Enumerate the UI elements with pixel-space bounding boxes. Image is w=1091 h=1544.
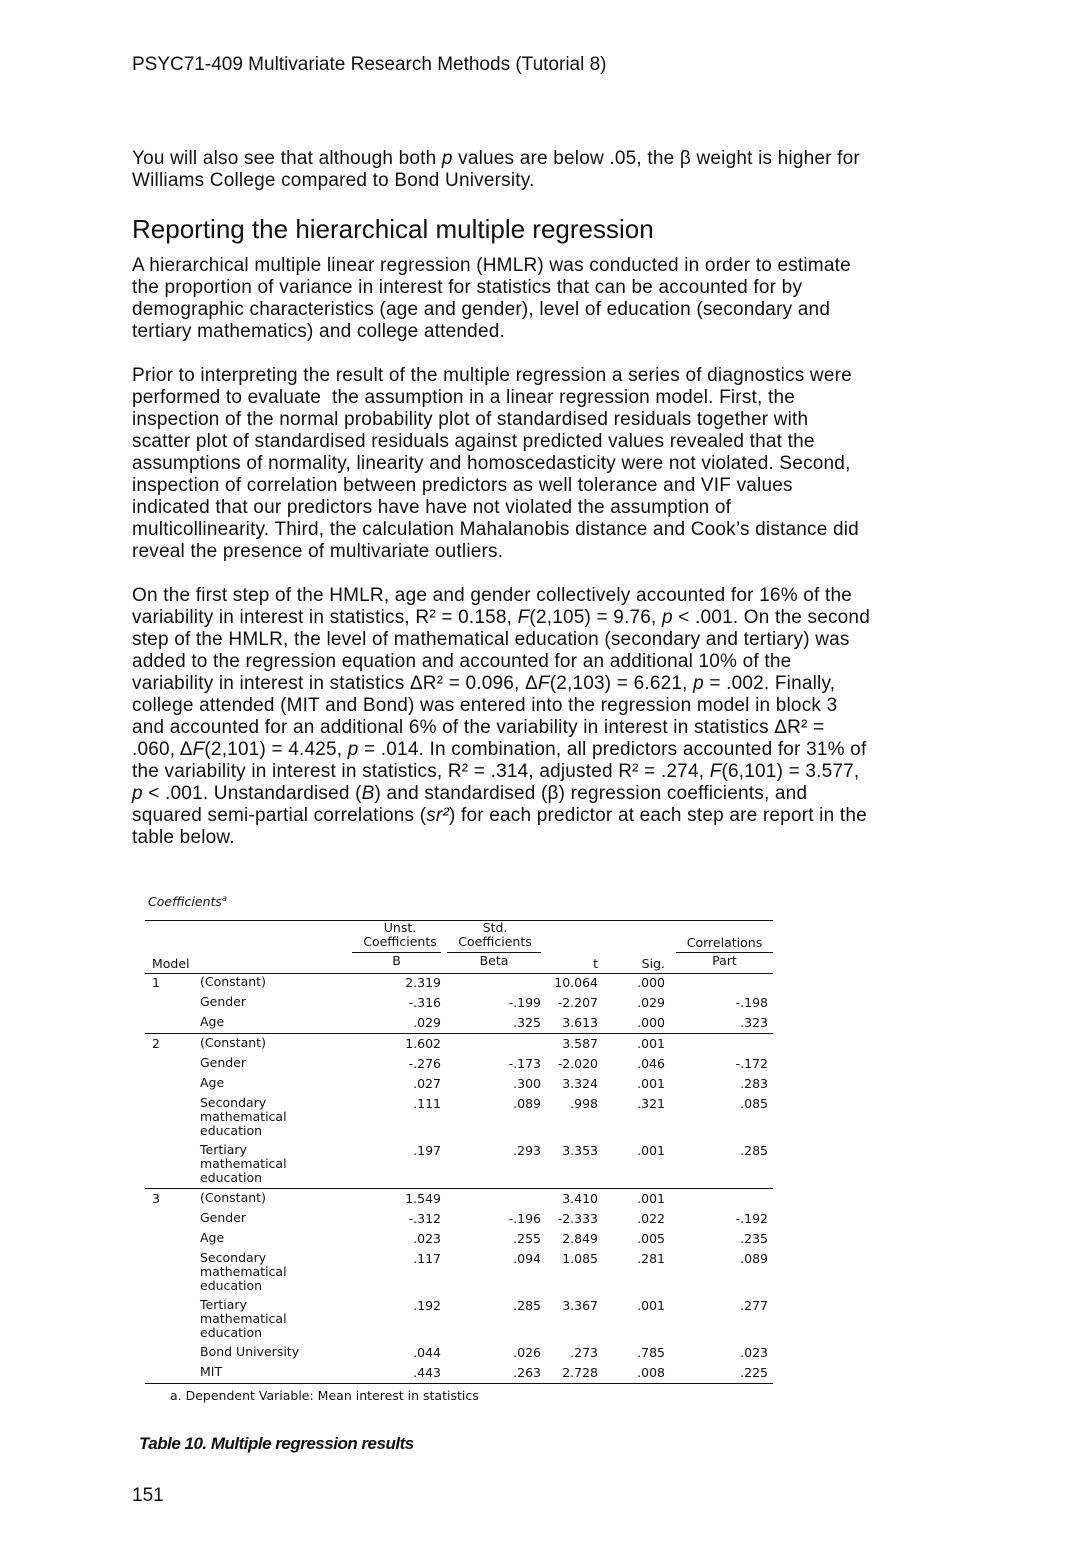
paragraph-results xyxy=(132,585,870,849)
table-body xyxy=(145,973,773,1403)
cell-sig: .000 xyxy=(637,1015,665,1030)
cell-beta: -.199 xyxy=(508,995,541,1010)
text-segment: tertiary mathematics) and college attended. xyxy=(132,321,505,342)
italic-symbol: F xyxy=(537,673,550,694)
cell-beta: .263 xyxy=(513,1365,541,1380)
text-segment: ) for each predictor at each step are report in the xyxy=(449,805,867,826)
text-segment: added to the regression equation and accounted for an additional 10% of the xyxy=(132,651,792,672)
cell-sig: .785 xyxy=(637,1345,665,1360)
table-row xyxy=(145,1229,773,1249)
cell-t: 3.587 xyxy=(562,1036,598,1051)
header-sig: Sig. xyxy=(641,956,665,971)
cell-b: .192 xyxy=(413,1298,441,1313)
predictor-label: (Constant) xyxy=(200,1190,266,1205)
predictor-label: Gender xyxy=(200,994,247,1009)
text-segment: Williams College compared to Bond University. xyxy=(132,170,535,191)
text-line xyxy=(132,651,870,673)
cell-beta: .094 xyxy=(513,1251,541,1266)
text-segment: = .002. Finally, xyxy=(703,673,836,694)
cell-part: .283 xyxy=(740,1076,768,1091)
text-line xyxy=(132,717,870,739)
cell-sig: .001 xyxy=(637,1143,665,1158)
predictor-label: (Constant) xyxy=(200,1035,266,1050)
text-line xyxy=(132,170,860,192)
text-segment: variability in interest in statistics ΔR² = 0.096, Δ xyxy=(132,673,538,694)
table-title-superscript: a xyxy=(221,894,227,903)
table-footnote: a. Dependent Variable: Mean interest in statistics xyxy=(170,1388,479,1403)
section-heading: Reporting the hierarchical multiple regression xyxy=(132,214,654,244)
text-line xyxy=(132,695,870,717)
italic-symbol: sr² xyxy=(426,805,449,826)
cell-b: -.312 xyxy=(408,1211,441,1226)
italic-symbol: F xyxy=(709,761,722,782)
cell-part: -.198 xyxy=(735,995,768,1010)
cell-t: 10.064 xyxy=(554,975,598,990)
text-line xyxy=(132,497,859,519)
text-segment: the variability in interest in statistics, R² = .314, adjusted R² = .274, xyxy=(132,761,710,782)
cell-t: 1.085 xyxy=(562,1251,598,1266)
table-row xyxy=(145,1209,773,1229)
text-segment: A hierarchical multiple linear regression (HMLR) was conducted in order to estimate xyxy=(132,255,851,276)
cell-t: .998 xyxy=(570,1096,598,1111)
predictor-label: Bond University xyxy=(200,1344,300,1359)
cell-sig: .008 xyxy=(637,1365,665,1380)
predictor-label: (Constant) xyxy=(200,974,266,989)
header-unst: Unst. Coefficients xyxy=(363,920,437,949)
italic-symbol: F xyxy=(517,607,530,628)
text-line xyxy=(132,629,870,651)
table-title xyxy=(148,894,227,909)
text-line xyxy=(132,805,870,827)
table-row xyxy=(145,1188,773,1209)
text-line xyxy=(132,409,859,431)
predictor-label: Tertiary mathematical education xyxy=(200,1297,287,1340)
text-line xyxy=(132,453,859,475)
text-line xyxy=(132,321,851,343)
text-segment: scatter plot of standardised residuals against predicted values revealed that the xyxy=(132,431,815,452)
text-line xyxy=(132,299,851,321)
table-header xyxy=(145,920,773,974)
text-segment: On the first step of the HMLR, age and gender collectively accounted for 16% of the xyxy=(132,585,852,606)
table-row xyxy=(145,1249,773,1296)
header-beta: Beta xyxy=(479,953,509,968)
cell-sig: .022 xyxy=(637,1211,665,1226)
text-line xyxy=(132,255,851,277)
text-segment: (2,105) = 9.76, xyxy=(529,607,663,628)
cell-t: .273 xyxy=(570,1345,598,1360)
paragraph-diagnostics xyxy=(132,365,859,563)
text-segment: reveal the presence of multivariate outliers. xyxy=(132,541,504,562)
text-segment: (2,101) = 4.425, xyxy=(204,739,348,760)
header-b: B xyxy=(392,953,401,968)
text-line xyxy=(132,365,859,387)
predictor-label: MIT xyxy=(200,1364,223,1379)
cell-sig: .321 xyxy=(637,1096,665,1111)
cell-part: .277 xyxy=(740,1298,768,1313)
cell-part: -.192 xyxy=(735,1211,768,1226)
predictor-label: Secondary mathematical education xyxy=(200,1095,287,1138)
text-line xyxy=(132,475,859,497)
cell-part: .285 xyxy=(740,1143,768,1158)
model-number: 2 xyxy=(152,1036,160,1051)
predictor-label: Tertiary mathematical education xyxy=(200,1142,287,1185)
italic-symbol: B xyxy=(361,783,375,804)
text-line xyxy=(132,431,859,453)
cell-b: .197 xyxy=(413,1143,441,1158)
text-line xyxy=(132,761,870,783)
cell-b: 2.319 xyxy=(405,975,441,990)
text-line xyxy=(132,827,870,849)
table-row xyxy=(145,1074,773,1094)
cell-part: .085 xyxy=(740,1096,768,1111)
cell-b: .044 xyxy=(413,1345,441,1360)
cell-beta: .325 xyxy=(513,1015,541,1030)
table-row xyxy=(145,1296,773,1343)
cell-beta: .089 xyxy=(513,1096,541,1111)
cell-sig: .005 xyxy=(637,1231,665,1246)
text-segment: indicated that our predictors have have not violated the assumption of xyxy=(132,497,732,518)
text-segment: .060, Δ xyxy=(132,739,193,760)
cell-sig: .000 xyxy=(637,975,665,990)
cell-part: .225 xyxy=(740,1365,768,1380)
italic-symbol: p xyxy=(132,783,143,804)
header-part: Part xyxy=(712,953,737,968)
text-segment: performed to evaluate the assumption in a linear regression model. First, the xyxy=(132,387,795,408)
text-segment: the proportion of variance in interest for statistics that can be accounted for by xyxy=(132,277,803,298)
cell-beta: .285 xyxy=(513,1298,541,1313)
cell-b: .029 xyxy=(413,1015,441,1030)
text-line xyxy=(132,783,870,805)
text-line xyxy=(132,607,870,629)
predictor-label: Gender xyxy=(200,1210,247,1225)
cell-beta: .026 xyxy=(513,1345,541,1360)
cell-t: 2.849 xyxy=(562,1231,598,1246)
text-segment: demographic characteristics (age and gender), level of education (secondary and xyxy=(132,299,831,320)
predictor-label: Age xyxy=(200,1230,225,1245)
cell-sig: .046 xyxy=(637,1056,665,1071)
cell-beta: -.196 xyxy=(508,1211,541,1226)
text-line xyxy=(132,387,859,409)
text-line xyxy=(132,739,870,761)
text-segment: multicollinearity. Third, the calculation Mahalanobis distance and Cook’s distance did xyxy=(132,519,859,540)
cell-sig: .001 xyxy=(637,1191,665,1206)
text-line xyxy=(132,148,860,170)
italic-symbol: p xyxy=(662,607,673,628)
cell-t: -2.020 xyxy=(557,1056,598,1071)
text-segment: variability in interest in statistics, R² = 0.158, xyxy=(132,607,518,628)
text-segment: < .001. Unstandardised ( xyxy=(142,783,362,804)
cell-t: 3.324 xyxy=(562,1076,598,1091)
model-number: 1 xyxy=(152,975,160,990)
cell-part: -.172 xyxy=(735,1056,768,1071)
table-row xyxy=(145,1054,773,1074)
text-segment: college attended (MIT and Bond) was entered into the regression model in block 3 xyxy=(132,695,838,716)
cell-t: 3.353 xyxy=(562,1143,598,1158)
text-segment: ) and standardised (β) regression coefficients, and xyxy=(374,783,808,804)
cell-sig: .001 xyxy=(637,1076,665,1091)
header-t: t xyxy=(593,956,598,971)
header-correlations: Correlations xyxy=(686,935,763,950)
italic-symbol: p xyxy=(441,148,453,169)
cell-beta: -.173 xyxy=(508,1056,541,1071)
cell-t: 3.410 xyxy=(562,1191,598,1206)
cell-sig: .281 xyxy=(637,1251,665,1266)
cell-beta: .255 xyxy=(513,1231,541,1246)
text-segment: assumptions of normality, linearity and homoscedasticity were not violated. Second, xyxy=(132,453,851,474)
cell-b: .023 xyxy=(413,1231,441,1246)
cell-sig: .001 xyxy=(637,1298,665,1313)
text-segment: table below. xyxy=(132,827,235,848)
cell-b: -.316 xyxy=(408,995,441,1010)
cell-part: .235 xyxy=(740,1231,768,1246)
predictor-label: Age xyxy=(200,1075,225,1090)
text-segment: = .014. In combination, all predictors accounted for 31% of xyxy=(358,739,867,760)
text-segment: (2,103) = 6.621, xyxy=(549,673,694,694)
text-segment: inspection of the normal probability plot of standardised residuals together with xyxy=(132,409,809,430)
text-segment: You will also see that although both xyxy=(132,148,442,169)
table-row xyxy=(145,1013,773,1033)
table-row xyxy=(145,1141,773,1188)
model-number: 3 xyxy=(152,1191,160,1206)
predictor-label: Secondary mathematical education xyxy=(200,1250,287,1293)
text-segment: (6,101) = 3.577, xyxy=(721,761,860,782)
italic-symbol: F xyxy=(192,739,205,760)
cell-beta: .300 xyxy=(513,1076,541,1091)
intro-paragraph xyxy=(132,148,860,192)
table-row xyxy=(145,973,773,993)
page-number: 151 xyxy=(132,1485,164,1506)
table-row xyxy=(145,1033,773,1054)
predictor-label: Age xyxy=(200,1014,225,1029)
text-segment: Prior to interpreting the result of the multiple regression a series of diagnostics were xyxy=(132,365,852,386)
cell-b: 1.602 xyxy=(405,1036,441,1051)
cell-part: .089 xyxy=(740,1251,768,1266)
cell-t: -2.333 xyxy=(557,1211,598,1226)
text-line xyxy=(132,277,851,299)
cell-part: .323 xyxy=(740,1015,768,1030)
cell-beta: .293 xyxy=(513,1143,541,1158)
cell-sig: .029 xyxy=(637,995,665,1010)
header-model: Model xyxy=(152,956,190,971)
cell-b: .027 xyxy=(413,1076,441,1091)
cell-b: .117 xyxy=(413,1251,441,1266)
running-header: PSYC71-409 Multivariate Research Methods (Tutorial 8) xyxy=(132,54,607,75)
table-title-text: Coefficients xyxy=(148,894,222,910)
text-segment: inspection of correlation between predictors as well tolerance and VIF values xyxy=(132,475,793,496)
text-line xyxy=(132,519,859,541)
text-segment: < .001. On the second xyxy=(672,607,870,628)
text-segment: squared semi-partial correlations ( xyxy=(132,805,427,826)
text-line xyxy=(132,585,870,607)
cell-b: -.276 xyxy=(408,1056,441,1071)
cell-part: .023 xyxy=(740,1345,768,1360)
text-segment: values are below .05, the β weight is higher for xyxy=(452,148,860,169)
cell-b: 1.549 xyxy=(405,1191,441,1206)
cell-t: 3.613 xyxy=(562,1015,598,1030)
cell-b: .111 xyxy=(413,1096,441,1111)
predictor-label: Gender xyxy=(200,1055,247,1070)
text-segment: and accounted for an additional 6% of the variability in interest in statistics ΔR² = xyxy=(132,717,825,738)
table-row xyxy=(145,1363,773,1384)
italic-symbol: p xyxy=(693,673,704,694)
table-row xyxy=(145,993,773,1013)
text-line xyxy=(132,541,859,563)
italic-symbol: p xyxy=(347,739,359,760)
cell-sig: .001 xyxy=(637,1036,665,1051)
cell-t: 3.367 xyxy=(562,1298,598,1313)
cell-b: .443 xyxy=(413,1365,441,1380)
table-row xyxy=(145,1094,773,1141)
table-caption: Table 10. Multiple regression results xyxy=(139,1434,414,1453)
cell-t: -2.207 xyxy=(557,995,598,1010)
text-segment: step of the HMLR, the level of mathematical education (secondary and tertiary) was xyxy=(132,629,850,650)
table-row xyxy=(145,1343,773,1363)
cell-t: 2.728 xyxy=(562,1365,598,1380)
header-std: Std. Coefficients xyxy=(458,920,532,949)
text-line xyxy=(132,673,870,695)
paragraph-method xyxy=(132,255,851,343)
